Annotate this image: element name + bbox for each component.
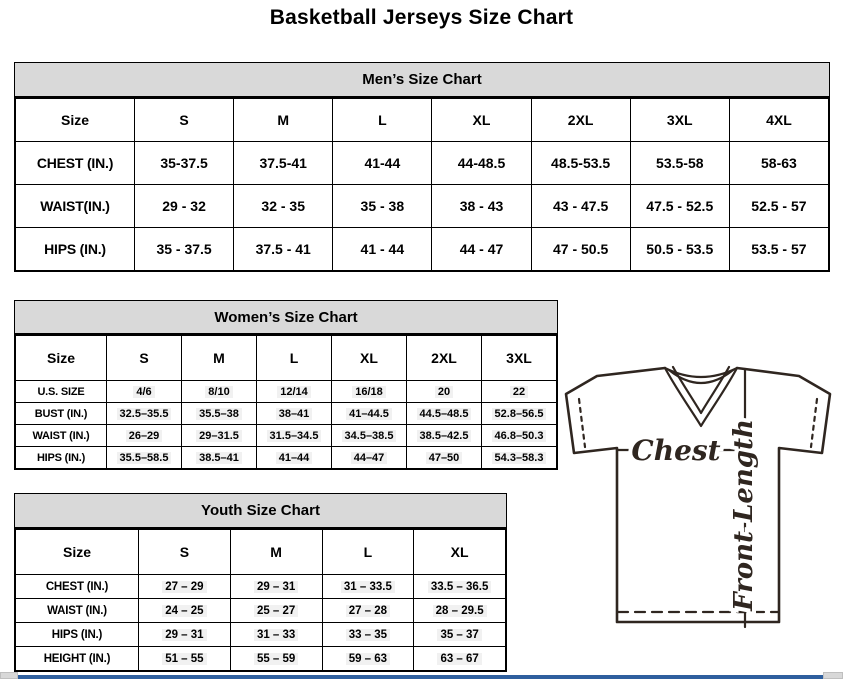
table-row xyxy=(16,599,506,623)
table-row xyxy=(16,185,829,228)
table-row xyxy=(16,228,829,271)
youth-table xyxy=(15,529,506,671)
size-value-cell: 29 - 32 xyxy=(135,185,234,228)
column-header: S xyxy=(139,530,231,575)
table-row xyxy=(16,647,506,671)
front-length-label: Front Length xyxy=(729,419,759,611)
size-value-cell: 35-37.5 xyxy=(135,142,234,185)
size-value-cell: 35 - 37.5 xyxy=(135,228,234,271)
size-value-cell: 8/10 xyxy=(182,381,257,403)
size-value-cell: 24 – 25 xyxy=(139,599,231,623)
table-row xyxy=(16,447,557,469)
size-value-cell: 44.5–48.5 xyxy=(407,403,482,425)
scrollbar-thumb[interactable] xyxy=(18,675,823,679)
column-header: 4XL xyxy=(729,99,828,142)
size-value-cell: 29–31.5 xyxy=(182,425,257,447)
size-value-cell: 46.8–50.3 xyxy=(482,425,557,447)
table-row xyxy=(16,403,557,425)
column-header: XL xyxy=(414,530,506,575)
size-value-cell: 37.5 - 41 xyxy=(234,228,333,271)
size-value-cell: 53.5-58 xyxy=(630,142,729,185)
table-row xyxy=(16,381,557,403)
size-value-cell: 35.5–38 xyxy=(182,403,257,425)
column-header: S xyxy=(107,336,182,381)
size-value-cell: 47.5 - 52.5 xyxy=(630,185,729,228)
column-header-row xyxy=(16,530,506,575)
row-label: HEIGHT (IN.) xyxy=(16,647,139,671)
column-header: S xyxy=(135,99,234,142)
scrollbar-left-button[interactable] xyxy=(0,672,18,679)
size-value-cell: 54.3–58.3 xyxy=(482,447,557,469)
size-value-cell: 41-44 xyxy=(333,142,432,185)
row-label: BUST (IN.) xyxy=(16,403,107,425)
column-header: L xyxy=(333,99,432,142)
column-header: Size xyxy=(16,530,139,575)
size-value-cell: 38 - 43 xyxy=(432,185,531,228)
row-label: HIPS (IN.) xyxy=(16,447,107,469)
size-value-cell: 43 - 47.5 xyxy=(531,185,630,228)
column-header: 2XL xyxy=(407,336,482,381)
womens-table xyxy=(15,335,557,469)
size-value-cell: 50.5 - 53.5 xyxy=(630,228,729,271)
column-header-row xyxy=(16,336,557,381)
column-header: Size xyxy=(16,99,135,142)
size-value-cell: 28 – 29.5 xyxy=(414,599,506,623)
size-value-cell: 29 – 31 xyxy=(139,623,231,647)
row-label: WAIST (IN.) xyxy=(16,599,139,623)
row-label: CHEST (IN.) xyxy=(16,575,139,599)
column-header: Size xyxy=(16,336,107,381)
size-value-cell: 33.5 – 36.5 xyxy=(414,575,506,599)
mens-size-chart xyxy=(14,62,830,272)
size-value-cell: 58-63 xyxy=(729,142,828,185)
size-value-cell: 63 – 67 xyxy=(414,647,506,671)
row-label: HIPS (IN.) xyxy=(16,623,139,647)
size-value-cell: 38–41 xyxy=(257,403,332,425)
size-value-cell: 47–50 xyxy=(407,447,482,469)
size-value-cell: 32 - 35 xyxy=(234,185,333,228)
left-cuff-dashed-line xyxy=(579,399,585,447)
size-value-cell: 22 xyxy=(482,381,557,403)
size-value-cell: 26–29 xyxy=(107,425,182,447)
column-header-row xyxy=(16,99,829,142)
right-cuff-dashed-line xyxy=(811,399,817,447)
size-value-cell: 51 – 55 xyxy=(139,647,231,671)
womens-chart-title: Women’s Size Chart xyxy=(15,301,557,335)
size-value-cell: 38.5–42.5 xyxy=(407,425,482,447)
table-row xyxy=(16,575,506,599)
size-value-cell: 41–44.5 xyxy=(332,403,407,425)
page-title: Basketball Jerseys Size Chart xyxy=(269,6,574,29)
table-row xyxy=(16,623,506,647)
womens-size-chart xyxy=(14,300,558,470)
size-value-cell: 4/6 xyxy=(107,381,182,403)
size-value-cell: 35.5–58.5 xyxy=(107,447,182,469)
column-header: M xyxy=(230,530,322,575)
size-value-cell: 37.5-41 xyxy=(234,142,333,185)
column-header: M xyxy=(182,336,257,381)
size-value-cell: 44–47 xyxy=(332,447,407,469)
column-header: M xyxy=(234,99,333,142)
size-value-cell: 59 – 63 xyxy=(322,647,414,671)
size-value-cell: 20 xyxy=(407,381,482,403)
jersey-diagram xyxy=(556,350,841,642)
row-label: U.S. SIZE xyxy=(16,381,107,403)
size-value-cell: 31 – 33 xyxy=(230,623,322,647)
table-row xyxy=(16,142,829,185)
size-value-cell: 16/18 xyxy=(332,381,407,403)
size-value-cell: 47 - 50.5 xyxy=(531,228,630,271)
mens-chart-title: Men’s Size Chart xyxy=(15,63,829,98)
mens-table xyxy=(15,98,829,271)
size-value-cell: 12/14 xyxy=(257,381,332,403)
size-value-cell: 27 – 28 xyxy=(322,599,414,623)
size-value-cell: 35 - 38 xyxy=(333,185,432,228)
size-value-cell: 31.5–34.5 xyxy=(257,425,332,447)
size-value-cell: 41–44 xyxy=(257,447,332,469)
size-value-cell: 38.5–41 xyxy=(182,447,257,469)
size-value-cell: 31 – 33.5 xyxy=(322,575,414,599)
row-label: CHEST (IN.) xyxy=(16,142,135,185)
size-value-cell: 55 – 59 xyxy=(230,647,322,671)
youth-size-chart xyxy=(14,493,507,672)
column-header: L xyxy=(322,530,414,575)
size-value-cell: 53.5 - 57 xyxy=(729,228,828,271)
chest-label: Chest xyxy=(631,434,721,467)
column-header: 3XL xyxy=(630,99,729,142)
size-value-cell: 48.5-53.5 xyxy=(531,142,630,185)
size-value-cell: 41 - 44 xyxy=(333,228,432,271)
size-value-cell: 44-48.5 xyxy=(432,142,531,185)
size-value-cell: 34.5–38.5 xyxy=(332,425,407,447)
column-header: XL xyxy=(332,336,407,381)
column-header: 2XL xyxy=(531,99,630,142)
scrollbar-right-button[interactable] xyxy=(823,672,843,679)
size-value-cell: 25 – 27 xyxy=(230,599,322,623)
size-value-cell: 32.5–35.5 xyxy=(107,403,182,425)
size-value-cell: 29 – 31 xyxy=(230,575,322,599)
row-label: WAIST (IN.) xyxy=(16,425,107,447)
table-row xyxy=(16,425,557,447)
column-header: L xyxy=(257,336,332,381)
youth-chart-title: Youth Size Chart xyxy=(15,494,506,529)
size-value-cell: 52.8–56.5 xyxy=(482,403,557,425)
column-header: XL xyxy=(432,99,531,142)
size-value-cell: 33 – 35 xyxy=(322,623,414,647)
size-value-cell: 35 – 37 xyxy=(414,623,506,647)
size-value-cell: 52.5 - 57 xyxy=(729,185,828,228)
row-label: HIPS (IN.) xyxy=(16,228,135,271)
column-header: 3XL xyxy=(482,336,557,381)
size-value-cell: 27 – 29 xyxy=(139,575,231,599)
row-label: WAIST(IN.) xyxy=(16,185,135,228)
size-value-cell: 44 - 47 xyxy=(432,228,531,271)
